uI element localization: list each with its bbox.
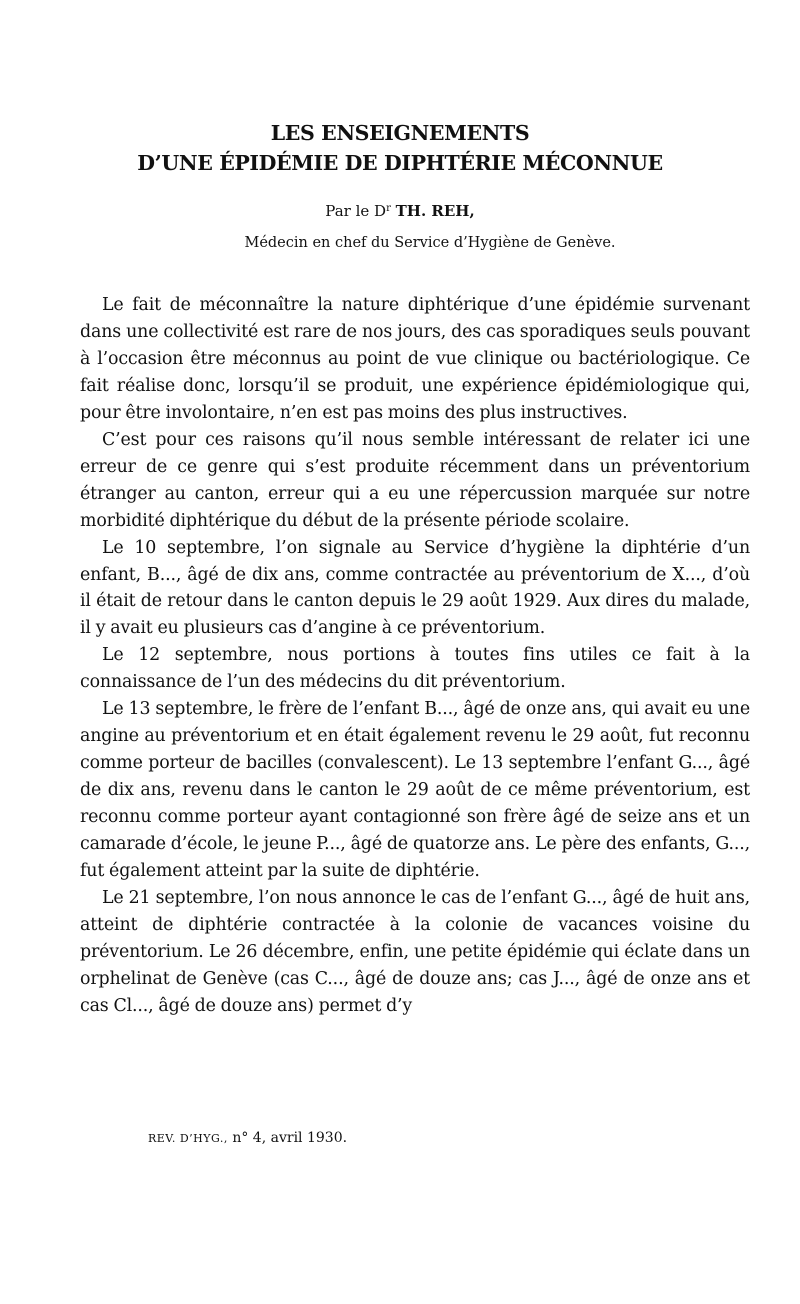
article-title-line-1: LES ENSEIGNEMENTS [270,121,530,145]
journal-footer [148,1130,347,1146]
issue-info: n° 4, avril 1930. [232,1130,348,1146]
author-byline [0,202,800,220]
author-name: TH. REH, [395,202,475,220]
article-body [80,292,750,1020]
paragraph-5: Le 13 septembre, le frère de l’enfant B..., âgé de onze ans, qui avait eu une angine au préventorium et en était également revenu le 29 août, fut reconnu comme porteur de bacilles (convalescent). Le 13 septembre l’enfant G..., âgé de dix ans, revenu dans le canton le 29 août de ce même préventorium, est reconnu comme porteur ayant contagionné son frère âgé de seize ans et un camarade d’école, le jeune P..., âgé de quatorze ans. Le père des enfants, G..., fut également atteint par la suite de diphtérie. [80,699,750,882]
article-title-line-2: D’UNE ÉPIDÉMIE DE DIPHTÉRIE MÉCONNUE [137,151,663,175]
doctor-degree-superscript: r [386,203,391,214]
paragraph-3: Le 10 septembre, l’on signale au Service d’hygiène la diphtérie d’un enfant, B..., âgé de dix ans, comme contractée au préventorium de X..., d’où il était de retour dans le canton depuis le 29 août 1929. Aux dires du malade, il y avait eu plusieurs cas d’angine à ce préventorium. [80,537,750,639]
paragraph-2: C’est pour ces raisons qu’il nous semble intéressant de relater ici une erreur de ce genre qui s’est produite récemment dans un préventorium étranger au canton, erreur qui a eu une répercussion marquée sur notre morbidité diphtérique du début de la présente période scolaire. [80,429,750,531]
journal-abbreviation: REV. D’HYG., [148,1132,228,1145]
author-affiliation: Médecin en chef du Service d’Hygiène de Genève. [244,235,616,251]
paragraph-4: Le 12 septembre, nous portions à toutes fins utiles ce fait à la connaissance de l’un des médecins du dit préventorium. [80,645,750,693]
byline-prefix: Par le D [325,202,387,220]
paragraph-1: Le fait de méconnaître la nature diphtérique d’une épidémie survenant dans une collectivité est rare de nos jours, des cas sporadiques seuls pouvant à l’occasion être méconnus au point de vue clinique ou bactériologique. Ce fait réalise donc, lorsqu’il se produit, une expérience épidémiologique qui, pour être involontaire, n’en est pas moins des plus instructives. [80,295,750,423]
paragraph-6: Le 21 septembre, l’on nous annonce le cas de l’enfant G..., âgé de huit ans, atteint de diphtérie contractée à la colonie de vacances voisine du préventorium. Le 26 décembre, enfin, une petite épidémie qui éclate dans un orphelinat de Genève (cas C..., âgé de douze ans; cas J..., âgé de onze ans et cas Cl..., âgé de douze ans) permet d’y [80,887,750,1016]
